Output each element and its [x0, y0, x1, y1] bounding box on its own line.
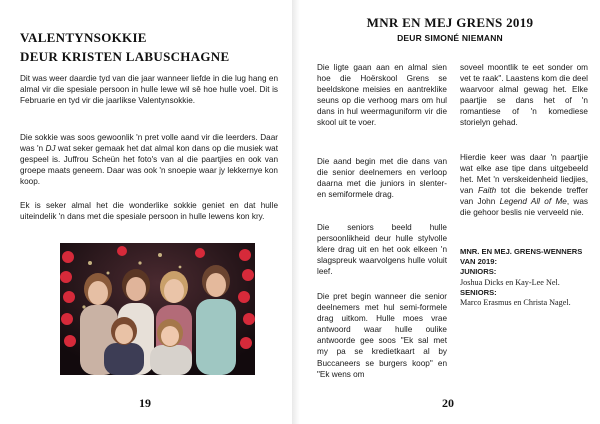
paragraph: Ek is seker almal het die wonderlike sokkie geniet en dat hulle uiteindelik 'n dans met die spesiale persoon in hulle lewens kon kry. [20, 201, 278, 222]
seniors-names: Marco Erasmus en Christa Nagel. [460, 298, 571, 308]
paragraph-text: , was die gehoor beslis nie verveeld nie. [460, 197, 588, 218]
party-photo [60, 243, 255, 375]
seniors-label: SENIORS: [460, 287, 497, 297]
article-title: VALENTYNSOKKIE [20, 30, 147, 45]
paragraph: Die seniors beeld hulle persoonlikheid deur hulle stylvolle klere drag uit en het ook elkeen 'n slagspreuk waarvolgens hulle voluit leef. [317, 223, 447, 277]
paragraph [460, 152, 588, 219]
paragraph [20, 132, 278, 187]
paragraph: soveel moontlik te eet sonder om vet te raak". Laastens kom die deel waarvoor almal gewag het. Elke paartjie se dans het of 'n romantiese of 'n komediese storielyn gehad. [460, 63, 588, 128]
paragraph: Dit was weer daardie tyd van die jaar wanneer liefde in die lug hang en almal vir die spesiale persoon in hulle lewe wil sê hoe hulle voel. Dit is Februarie en tyd vir die jaarlikse Valentynsokkie. [20, 74, 278, 106]
right-page [300, 0, 600, 424]
photo-illustration [60, 243, 255, 375]
article-byline: DEUR KRISTEN LABUSCHAGNE [20, 49, 230, 64]
left-page [0, 0, 292, 424]
juniors-names: Joshua Dicks en Kay-Lee Nel. [460, 277, 560, 287]
emphasis-text: Faith [477, 186, 497, 196]
paragraph-text: wat seker gemaak het dat almal kon dans op die musiek wat gespeel is. Juffrou Scheün het foto's van al die paartjies en ook van groepe maats geneem. Daar was ook 'n snoepie waar jy lekkernye kon koop. [20, 144, 278, 187]
juniors-label: JUNIORS: [460, 267, 497, 277]
emphasis-text: DJ [45, 144, 56, 154]
paragraph: Die aand begin met die dans van die senior deelnemers en verloop daarna met die juniors in slenter- en semiformele drag. [317, 157, 447, 200]
paragraph-text: Die sokkie was soos gewoonlik 'n pret volle aand vir die leerders. Daar was 'n [20, 133, 278, 154]
winners-heading: MNR. EN MEJ. GRENS-WENNERS VAN 2019: [460, 247, 583, 267]
paragraph-text: tot die bekende treffer van John [460, 186, 588, 207]
page-number: 19 [139, 396, 151, 410]
winners-box [460, 247, 592, 308]
emphasis-text: Legend All of Me [499, 197, 567, 207]
book-gutter [292, 0, 300, 424]
paragraph-text: Hierdie keer was daar 'n paartjie wat elke ase tipe dans uitgebeeld het. Met 'n verskeidenheid liedjies, van [460, 153, 588, 196]
article-title: MNR EN MEJ GRENS 2019 [366, 15, 534, 30]
paragraph: Die ligte gaan aan en almal sien hoe die Hoërskool Grens se beeldskone meisies en aantreklike seuns op die verhoog mars om hul dans in hul weermaguniform vir die skool uit te voer. [317, 63, 447, 128]
page-number: 20 [442, 396, 454, 410]
paragraph: Die pret begin wanneer die senior deelnemers met hul semi-formele drag uitkom. Hulle moes vrae antwoord waar hulle oulike antwoorde gee soos "Ek sal met my pa se kredietkaart al by Buccaneers se burgers koop" en "Ek wens om [317, 292, 447, 379]
article-byline: DEUR SIMONÉ NIEMANN [397, 33, 503, 43]
